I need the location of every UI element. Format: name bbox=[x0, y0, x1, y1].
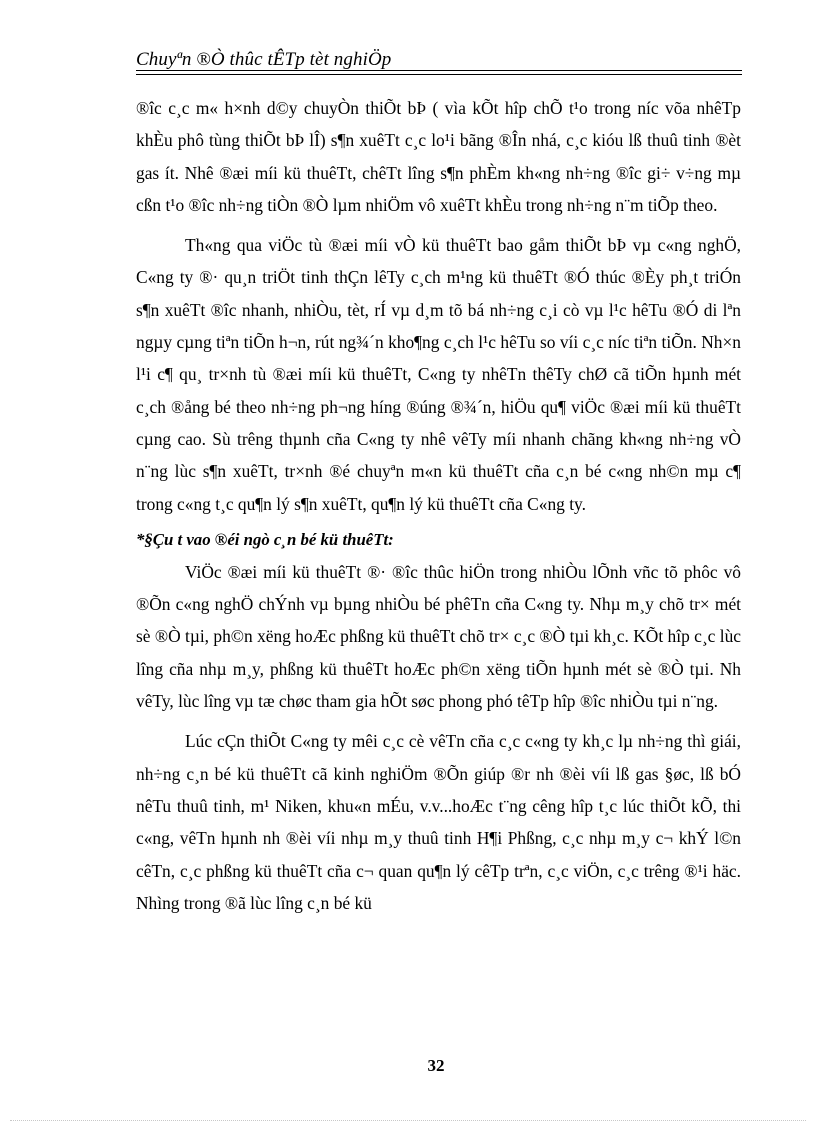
paragraph-continued: ®îc c¸c m« h×nh d©y chuyÒn thiÕt bÞ ( vìa kÕt hîp chÕ t¹o trong níc võa nhêTp khÈu phô tùng thiÕt bÞ lÎ) s¶n xuêTt c¸c lo¹i bãng ®În nhá, c¸c kióu lß thuû tinh ®èt gas ít. Nhê ®æi míi kü thuêTt, chêTt lîng s¶n phÈm kh«ng nh÷ng ®îc gi÷ v÷ng mµ cßn t¹o ®îc nh÷ng tiÒn ®Ò lµm nhiÖm vô xuêTt khÈu trong nh÷ng n¨m tiÕp theo. bbox=[136, 98, 741, 215]
header-rule bbox=[136, 70, 742, 71]
section-heading: *§Çu t vao ®éi ngò c¸n bé kü thuêTt: bbox=[136, 529, 394, 549]
paragraph: Lúc cÇn thiÕt C«ng ty mêi c¸c cè vêTn cña c¸c c«ng ty kh¸c lµ nh÷ng thì giái, nh÷ng c¸n bé kü thuêTt cã kinh nghiÖm ®Õn giúp ®r nh ®èi víi lß gas §øc, lß bÓ nêTu thuû tinh, m¹ Niken, khu«n mÉu, v.v...hoÆc t¨ng cêng hîp t¸c lúc thiÕt kÕ, thi c«ng, vêTn hµnh nh ®èi víi nhµ m¸y thuû tinh H¶i Phßng, c¸c nhµ m¸y c¬ khÝ l©n cêTn, c¸c phßng kü thuêTt cña c¬ quan qu¶n lý cêTp trªn, c¸c viÖn, c¸c trêng ®¹i häc. Nhìng trong ®ã lùc lîng c¸n bé kü bbox=[136, 731, 741, 913]
page-bottom-edge bbox=[10, 1120, 806, 1121]
running-header: Chuyªn ®Ò thûc tÊTp tèt nghiÖp bbox=[136, 49, 392, 70]
paragraph: ViÖc ®æi míi kü thuêTt ®· ®îc thûc hiÖn trong nhiÒu lÕnh vñc tõ phôc vô ®Õn c«ng nghÖ chÝnh vµ bµng nhiÒu bé phêTn cña C«ng ty. Nhµ m¸y chõ tr× mét sè ®Ò tµi, ph©n xëng hoÆc phßng kü thuêTt chõ tr× c¸c ®Ò tµi kh¸c. KÕt hîp c¸c lùc lîng cña nhµ m¸y, phßng kü thuêTt hoÆc ph©n xëng tiÕn hµnh mét sè ®Ò tµi. Nh vêTy, lùc lîng vµ tæ chøc tham gia hÕt søc phong phó têTp hîp ®îc nhiÒu tµi n¨ng. bbox=[136, 561, 741, 712]
header-rule-thin bbox=[136, 74, 742, 75]
paragraph: Th«ng qua viÖc tù ®æi míi vÒ kü thuêTt bao gåm thiÕt bÞ vµ c«ng nghÖ, C«ng ty ®· qu¸n triÖt tinh thÇn lêTy c¸ch m¹ng kü thuêTt ®Ó thúc ®Èy ph¸t triÓn s¶n xuêTt ®îc nhanh, nhiÒu, tèt, rÍ vµ d¸m tõ bá nh÷ng c¸i cò vµ l¹c hêTu ®Ó di lªn ngµy cµng tiªn tiÕn h¬n, rút ng¾´n kho¶ng c¸ch l¹c hêTu so víi c¸c níc tiªn tiÕn. Nh×n l¹i c¶ qu¸ tr×nh tù ®æi míi kü thuêTt, C«ng ty nhêTn thêTy chØ cã tiÕn hµnh mét c¸ch ®ång bé theo nh÷ng ph¬ng híng ®úng ®¾´n, hiÖu qu¶ viÖc ®æi míi kü thuêTt cµng cao. Sù trêng thµnh cña C«ng ty nhê vêTy míi nhanh chãng kh«ng nh÷ng vÒ n¨ng lùc s¶n xuêTt, tr×nh ®é chuyªn m«n kü thuêTt cña c¸n bé c«ng nh©n mµ c¶ trong c«ng t¸c qu¶n lý s¶n xuêTt, qu¶n lý kü thuêTt cña C«ng ty. bbox=[136, 235, 741, 514]
page-number: 32 bbox=[427, 1056, 445, 1075]
body-text bbox=[136, 92, 741, 919]
